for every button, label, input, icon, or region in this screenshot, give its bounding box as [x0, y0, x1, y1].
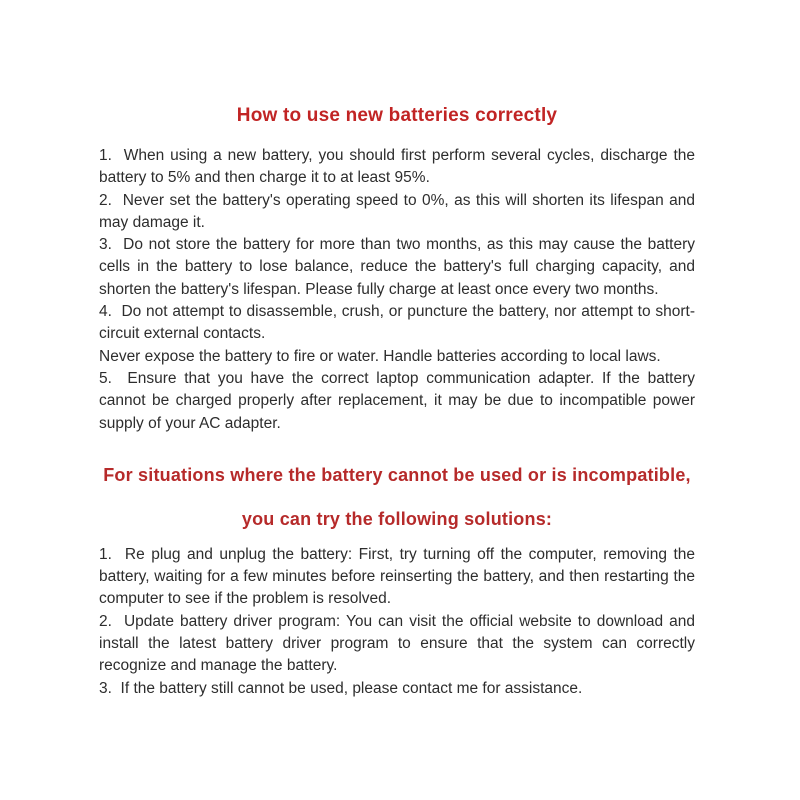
- section1-title: How to use new batteries correctly: [236, 105, 558, 126]
- solution-item: 3. If the battery still cannot be used, please contact me for assistance.: [99, 679, 583, 697]
- section2-heading-line2: you can try the following solutions:: [241, 508, 553, 529]
- section2-solutions: [99, 544, 695, 700]
- instruction-item: 1. When using a new battery, you should first perform several cycles, discharge the battery to 5% and then charge it to at least 95%.: [99, 147, 695, 187]
- instruction-item: Never expose the battery to fire or water. Handle batteries according to local laws.: [99, 347, 661, 365]
- instruction-item: 2. Never set the battery's operating speed to 0%, as this will shorten its lifespan and may damage it.: [99, 191, 695, 231]
- solution-item: 1. Re plug and unplug the battery: First, try turning off the computer, removing the battery, waiting for a few minutes before reinserting the battery, and then restarting the computer to see if the problem is resolved.: [99, 545, 695, 608]
- solution-item: 2. Update battery driver program: You can visit the official website to download and install the latest battery driver program to ensure that the system can correctly recognize and manage the battery.: [99, 612, 695, 675]
- document-content: [99, 0, 695, 700]
- instruction-item: 3. Do not store the battery for more than two months, as this may cause the battery cells in the battery to lose balance, reduce the battery's full charging capacity, and shorten the battery's lifespan. Please fully charge at least once every two months.: [99, 236, 695, 298]
- section1-instructions: [99, 145, 695, 435]
- section2-heading-line1: For situations where the battery cannot be used or is incompatible,: [103, 464, 691, 485]
- instruction-item: 4. Do not attempt to disassemble, crush, or puncture the battery, nor attempt to short-circuit external contacts.: [99, 303, 695, 343]
- instruction-item: 5. Ensure that you have the correct laptop communication adapter. If the battery cannot be charged properly after replacement, it may be due to incompatible power supply of your AC adapter.: [99, 369, 695, 432]
